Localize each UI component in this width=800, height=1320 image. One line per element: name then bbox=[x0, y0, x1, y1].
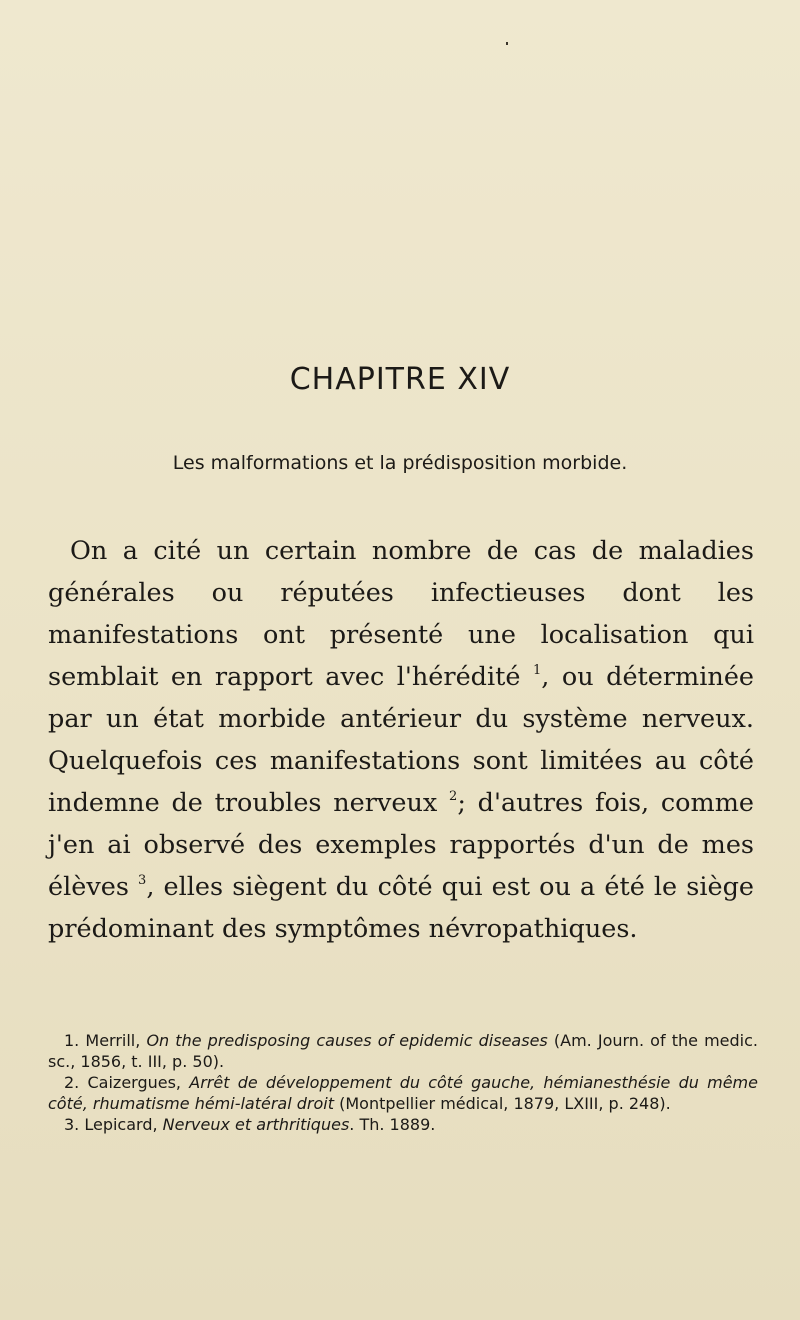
footnote-3-title: Nerveux et arthritiques bbox=[162, 1115, 350, 1134]
footnote-2-suffix: (Montpellier médical, 1879, LXIII, p. 248). bbox=[334, 1094, 671, 1113]
footnote-ref-2: 2 bbox=[449, 789, 458, 804]
footnote-1-title: On the predisposing causes of epidemic diseases bbox=[146, 1031, 548, 1050]
footnote-2 bbox=[48, 1072, 758, 1114]
print-mark bbox=[506, 42, 508, 45]
footnote-1 bbox=[48, 1030, 758, 1072]
body-text-part-1: On a cité un certain nombre de cas de maladies générales ou réputées infectieuses dont les manifestations ont présenté une localisation qui semblait en rapport avec l'hérédité bbox=[48, 536, 754, 692]
body-text-part-4: , elles siègent du côté qui est ou a été le siège prédominant des symptômes névropathiques. bbox=[48, 872, 754, 944]
body-text-part-3: ; d'autres fois, comme j'en ai observé des exemples rapportés d'un de mes élèves bbox=[48, 788, 754, 902]
footnote-2-prefix: 2. Caizergues, bbox=[64, 1073, 190, 1092]
body-paragraph bbox=[48, 530, 754, 950]
footnote-3 bbox=[48, 1114, 758, 1135]
footnotes bbox=[48, 1030, 758, 1135]
footnote-1-suffix: (Am. Journ. of the medic. sc., 1856, t. III, p. 50). bbox=[48, 1031, 758, 1071]
footnote-3-prefix: 3. Lepicard, bbox=[64, 1115, 163, 1134]
chapter-subtitle: Les malformations et la prédisposition morbide. bbox=[172, 452, 628, 474]
footnote-ref-1: 1 bbox=[532, 663, 542, 678]
footnote-2-title: Arrêt de développement du côté gauche, hémianesthésie du même côté, rhumatisme hémi-latéral droit bbox=[48, 1073, 758, 1113]
footnote-ref-3: 3 bbox=[138, 873, 147, 888]
chapter-title: CHAPITRE XIV bbox=[289, 362, 511, 397]
body-text-part-2: , ou déterminée par un état morbide antérieur du système nerveux. Quelquefois ces manifestations sont limitées au côté indemne de troubles nerveux bbox=[48, 662, 754, 818]
footnote-3-suffix: . Th. 1889. bbox=[349, 1115, 436, 1134]
footnote-1-prefix: 1. Merrill, bbox=[64, 1031, 147, 1050]
